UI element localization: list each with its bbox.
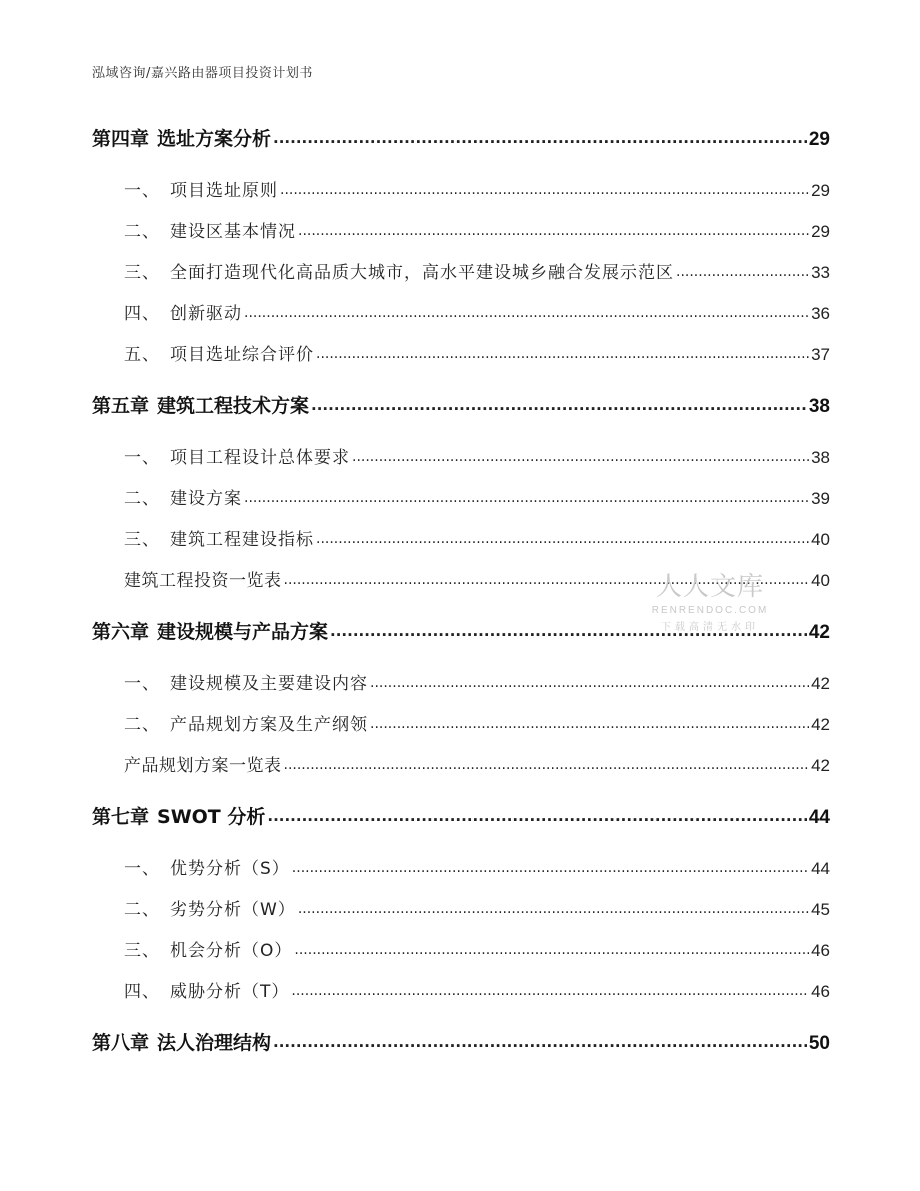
toc-entry-title: 产品规划方案及生产纲领 — [170, 715, 368, 735]
watermark-main: 人人文库 — [655, 572, 764, 602]
toc-dot-leader — [284, 754, 810, 771]
toc-entry-title: 建筑工程技术方案 — [157, 395, 310, 417]
toc-entry-section[interactable] — [124, 669, 830, 694]
toc-chapter-number: 第四章 — [92, 128, 150, 150]
toc-entry-section[interactable] — [124, 217, 830, 242]
toc-entry-section[interactable] — [124, 525, 830, 550]
toc-dot-leader — [292, 857, 809, 874]
toc-dot-leader — [273, 1030, 807, 1049]
toc-entry-section[interactable] — [124, 895, 830, 920]
toc-entry-section[interactable] — [124, 443, 830, 468]
toc-page-number: 40 — [811, 530, 830, 549]
toc-entry-title: 威胁分析（T） — [170, 982, 290, 1002]
toc-entry-title: 全面打造现代化高品质大城市，高水平建设城乡融合发展示范区 — [170, 263, 674, 283]
toc-page-number: 50 — [808, 1033, 830, 1054]
toc-page-number: 29 — [811, 181, 830, 200]
toc-entry-title: 建筑工程建设指标 — [170, 530, 314, 550]
toc-entry-number: 五、 — [124, 345, 160, 365]
toc-dot-leader — [291, 980, 809, 997]
toc-page-number: 42 — [811, 674, 830, 693]
toc-entry-chapter[interactable] — [92, 391, 830, 418]
watermark — [648, 566, 772, 633]
toc-entry-title: 选址方案分析 — [157, 128, 272, 150]
toc-page-number: 40 — [811, 571, 830, 590]
toc-entry-number: 三、 — [124, 263, 160, 283]
toc-dot-leader — [273, 126, 807, 145]
toc-entry-title: 优势分析（S） — [170, 859, 290, 879]
toc-entry-number: 一、 — [124, 674, 160, 694]
toc-page-number: 42 — [811, 715, 830, 734]
toc-entry-number: 二、 — [124, 900, 160, 920]
toc-dot-leader — [298, 220, 809, 237]
toc-chapter-number: 第七章 — [92, 806, 150, 828]
toc-entry-number: 三、 — [124, 530, 160, 550]
toc-page-number: 46 — [811, 982, 830, 1001]
toc-entry-title: SWOT 分析 — [157, 806, 266, 828]
toc-dot-leader — [352, 446, 809, 463]
toc-page-number: 42 — [808, 622, 830, 643]
toc-page-number: 39 — [811, 489, 830, 508]
toc-page-number: 44 — [811, 859, 830, 878]
toc-entry-number: 四、 — [124, 982, 160, 1002]
toc-dot-leader — [280, 179, 809, 196]
toc-dot-leader — [294, 939, 809, 956]
toc-entry-number: 三、 — [124, 941, 160, 961]
toc-dot-leader — [316, 528, 809, 545]
toc-dot-leader — [676, 261, 809, 278]
toc-entry-title: 建设规模及主要建设内容 — [170, 674, 368, 694]
toc-entry-number: 一、 — [124, 859, 160, 879]
toc-dot-leader — [311, 393, 807, 412]
toc-dot-leader — [298, 898, 809, 915]
toc-entry-table-entry[interactable] — [124, 751, 830, 776]
toc-entry-number: 二、 — [124, 222, 160, 242]
toc-entry-section[interactable] — [124, 977, 830, 1002]
toc-entry-number: 二、 — [124, 489, 160, 509]
toc-dot-leader — [244, 487, 809, 504]
toc-entry-number: 二、 — [124, 715, 160, 735]
toc-entry-title: 项目选址综合评价 — [170, 345, 314, 365]
toc-page-number: 46 — [811, 941, 830, 960]
toc-page-number: 38 — [811, 448, 830, 467]
toc-entry-title: 项目选址原则 — [170, 181, 278, 201]
toc-dot-leader — [370, 713, 809, 730]
toc-chapter-number: 第六章 — [92, 621, 150, 643]
toc-page-number: 45 — [811, 900, 830, 919]
toc-entry-title: 机会分析（O） — [170, 941, 293, 961]
toc-entry-section[interactable] — [124, 340, 830, 365]
toc-dot-leader — [316, 343, 809, 360]
toc-entry-chapter[interactable] — [92, 1028, 830, 1055]
toc-entry-section[interactable] — [124, 710, 830, 735]
toc-entry-title: 劣势分析（W） — [170, 900, 296, 920]
toc-page-number: 44 — [808, 807, 830, 828]
toc-entry-section[interactable] — [124, 854, 830, 879]
toc-chapter-number: 第五章 — [92, 395, 150, 417]
toc-page-number: 33 — [811, 263, 830, 282]
toc-entry-section[interactable] — [124, 299, 830, 324]
toc-page-number: 42 — [811, 756, 830, 775]
toc-page-number: 29 — [808, 129, 830, 150]
toc-page-number: 36 — [811, 304, 830, 323]
toc-chapter-number: 第八章 — [92, 1032, 150, 1054]
toc-entry-title: 建设规模与产品方案 — [157, 621, 329, 643]
toc-entry-number: 一、 — [124, 181, 160, 201]
toc-entry-number: 一、 — [124, 448, 160, 468]
toc-dot-leader — [267, 804, 806, 823]
watermark-sub: RENRENDOC.COM — [651, 605, 769, 616]
watermark-small: 下载高清无水印 — [661, 622, 759, 633]
toc-entry-title: 建设区基本情况 — [170, 222, 296, 242]
toc-entry-title: 建设方案 — [170, 489, 242, 509]
toc-page-number: 29 — [811, 222, 830, 241]
toc-entry-title: 项目工程设计总体要求 — [170, 448, 350, 468]
toc-dot-leader — [244, 302, 809, 319]
toc-entry-chapter[interactable] — [92, 802, 830, 829]
toc-entry-title: 建筑工程投资一览表 — [124, 571, 282, 591]
toc-entry-chapter[interactable] — [92, 124, 830, 151]
toc-entry-section[interactable] — [124, 484, 830, 509]
toc-entry-section[interactable] — [124, 258, 830, 283]
toc-entry-number: 四、 — [124, 304, 160, 324]
toc-entry-title: 产品规划方案一览表 — [124, 756, 282, 776]
toc-entry-title: 创新驱动 — [170, 304, 242, 324]
running-header: 泓域咨询/嘉兴路由器项目投资计划书 — [92, 66, 313, 81]
toc-entry-title: 法人治理结构 — [157, 1032, 272, 1054]
toc-page-number: 37 — [811, 345, 830, 364]
toc-page-number: 38 — [808, 396, 830, 417]
toc-dot-leader — [370, 672, 809, 689]
toc-entry-section[interactable] — [124, 936, 830, 961]
toc-entry-section[interactable] — [124, 176, 830, 201]
